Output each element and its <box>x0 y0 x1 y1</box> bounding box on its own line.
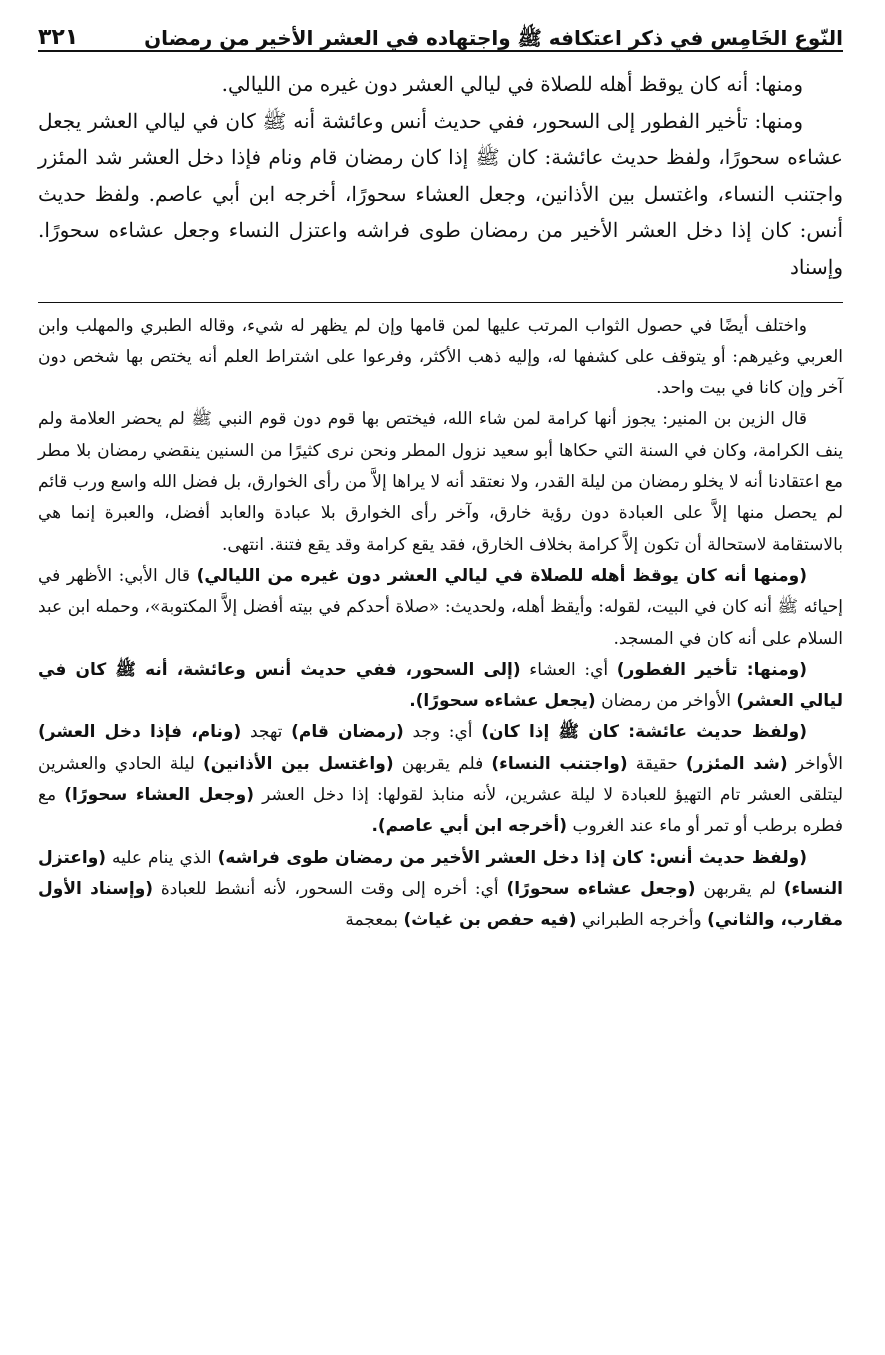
explanation-text: مع فطره برطب أو تمر أو ماء عند الغروب <box>38 785 843 837</box>
quoted-text: (إلى السحور، ففي حديث أنس وعائشة، أنه ﷺ كان في ليالي العشر) <box>38 659 843 712</box>
quoted-text: (واغتسل بين الأذانين) <box>203 753 394 774</box>
page-header <box>38 0 843 52</box>
quoted-text: (يجعل عشاءه سحورًا). <box>409 691 596 712</box>
explanation-text: أي: العشاء <box>520 659 617 680</box>
commentary-paragraph <box>38 843 843 937</box>
quoted-text: (وإسناد الأول مقارب، والثاني) <box>38 878 843 931</box>
quoted-text: (واعتزل النساء) <box>38 847 843 899</box>
page-number: ٣٢١ <box>38 25 79 50</box>
running-title: النّوع الخَامِس في ذكر اعتكافه ﷺ واجتهاده في العشر الأخير من رمضان <box>144 26 843 50</box>
quoted-text: (وجعل العشاء سحورًا) <box>64 785 254 806</box>
quoted-text: (وجعل عشاءه سحورًا) <box>506 878 696 899</box>
main-paragraph: ومنها: أنه كان يوقظ أهله للصلاة في ليالي العشر دون غيره من الليالي. <box>221 72 803 96</box>
footnote-separator <box>38 302 843 303</box>
quoted-text: (ولفظ حديث عائشة: كان ﷺ إذا كان) <box>481 722 807 743</box>
quoted-text: (ومنها: تأخير الفطور) <box>616 659 808 680</box>
quoted-text: (فيه حفص بن غياث) <box>403 910 577 931</box>
explanation-text: لم يقربهن <box>695 878 784 899</box>
quoted-text: (شد المئزر) <box>685 753 788 774</box>
quoted-text: (ومنها أنه كان يوقظ أهله للصلاة في ليالي العشر دون غيره من الليالي) <box>196 565 807 586</box>
quoted-text: (أخرجه ابن أبي عاصم). <box>371 816 568 837</box>
explanation-text: الأواخر من رمضان <box>595 691 737 712</box>
commentary <box>38 311 843 937</box>
explanation-text: فلم يقربهن <box>393 753 492 774</box>
explanation-text: ليلة الحادي والعشرين ليتلقى العشر تام التهيؤ للعبادة لا ليلة عشرين، لأنه منابذ لقولها: إذا دخل العشر <box>38 753 843 806</box>
explanation-text: حقيقة <box>627 753 686 774</box>
commentary-paragraph <box>38 717 843 842</box>
quoted-text: (ولفظ حديث أنس: كان إذا دخل العشر الأخير من رمضان طوى فراشه) <box>217 847 807 868</box>
commentary-paragraph: واختلف أيضًا في حصول الثواب المرتب عليها لمن قامها وإن لم يظهر له شيء، وقاله الطبري والمهلب وابن العربي وغيرهم: أو يتوقف على كشفها له، وإليه ذهب الأكثر، وفرعوا على اشتراط العلم أنه يختص بها شخص دون آخر وإن كانا في بيت واحد. <box>38 315 843 399</box>
explanation-text: بمعجمة <box>345 910 404 931</box>
quoted-text: (واجتنب النساء) <box>491 753 628 774</box>
commentary-paragraph: قال الزين بن المنير: يجوز أنها كرامة لمن شاء الله، فيختص بها قوم دون قوم النبي ﷺ لم يحضر العلامة ولم ينف الكرامة، وكان في السنة التي حكاها أبو سعيد نزول المطر ونحن نرى كثيرًا من السنين ينقضي رمضان بلا مطر مع اعتقادنا أنه لا يخلو رمضان من ليلة القدر، ولا نعتقد أنه لا يراها إلاَّ من رأى الخوارق، بل فضل الله واسع ورب قائم لم يحصل منها إلاَّ على العبادة دون رؤية خارق، وآخر رأى الخوارق بلا عبادة والعابد أفضل، والعبرة إنما هي بالاستقامة لاستحالة أن تكون إلاَّ كرامة بخلاف الخارق، فقد يقع كرامة وقد يقع فتنة. انتهى. <box>38 409 843 555</box>
commentary-paragraph <box>38 561 843 655</box>
commentary-paragraph <box>38 655 843 718</box>
explanation-text: الذي ينام عليه <box>106 847 218 868</box>
quoted-text: (رمضان قام) <box>291 722 404 743</box>
explanation-text: تهجد <box>241 722 292 743</box>
explanation-text: أي: أخره إلى وقت السحور، لأنه أنشط للعبادة <box>153 878 507 899</box>
explanation-text: الأواخر <box>787 753 843 774</box>
main-paragraph: ومنها: تأخير الفطور إلى السحور، ففي حديث أنس وعائشة أنه ﷺ كان في ليالي العشر يجعل عشاءه سحورًا، ولفظ حديث عائشة: كان ﷺ إذا كان رمضان قام ونام فإذا دخل العشر شد المئزر واجتنب النساء، واغتسل بين الأذانين، وجعل العشاء سحورًا، أخرجه ابن أبي عاصم. ولفظ حديث أنس: كان إذا دخل العشر الأخير من رمضان طوى فراشه واعتزل النساء وجعل عشاءه سحورًا. وإسناد <box>38 108 843 279</box>
main-text <box>38 66 843 286</box>
explanation-text: قال الأبي: الأظهر في إحيائه ﷺ أنه كان في البيت، لقوله: وأيقظ أهله، ولحديث: «صلاة أحدكم في بيته أفضل إلاَّ المكتوبة»، وحمله ابن عبد السلام على أنه كان في المسجد. <box>38 565 843 649</box>
quoted-text: (ونام، فإذا دخل العشر) <box>38 722 242 743</box>
explanation-text: أي: وجد <box>403 722 482 743</box>
explanation-text: وأخرجه الطبراني <box>576 910 708 931</box>
